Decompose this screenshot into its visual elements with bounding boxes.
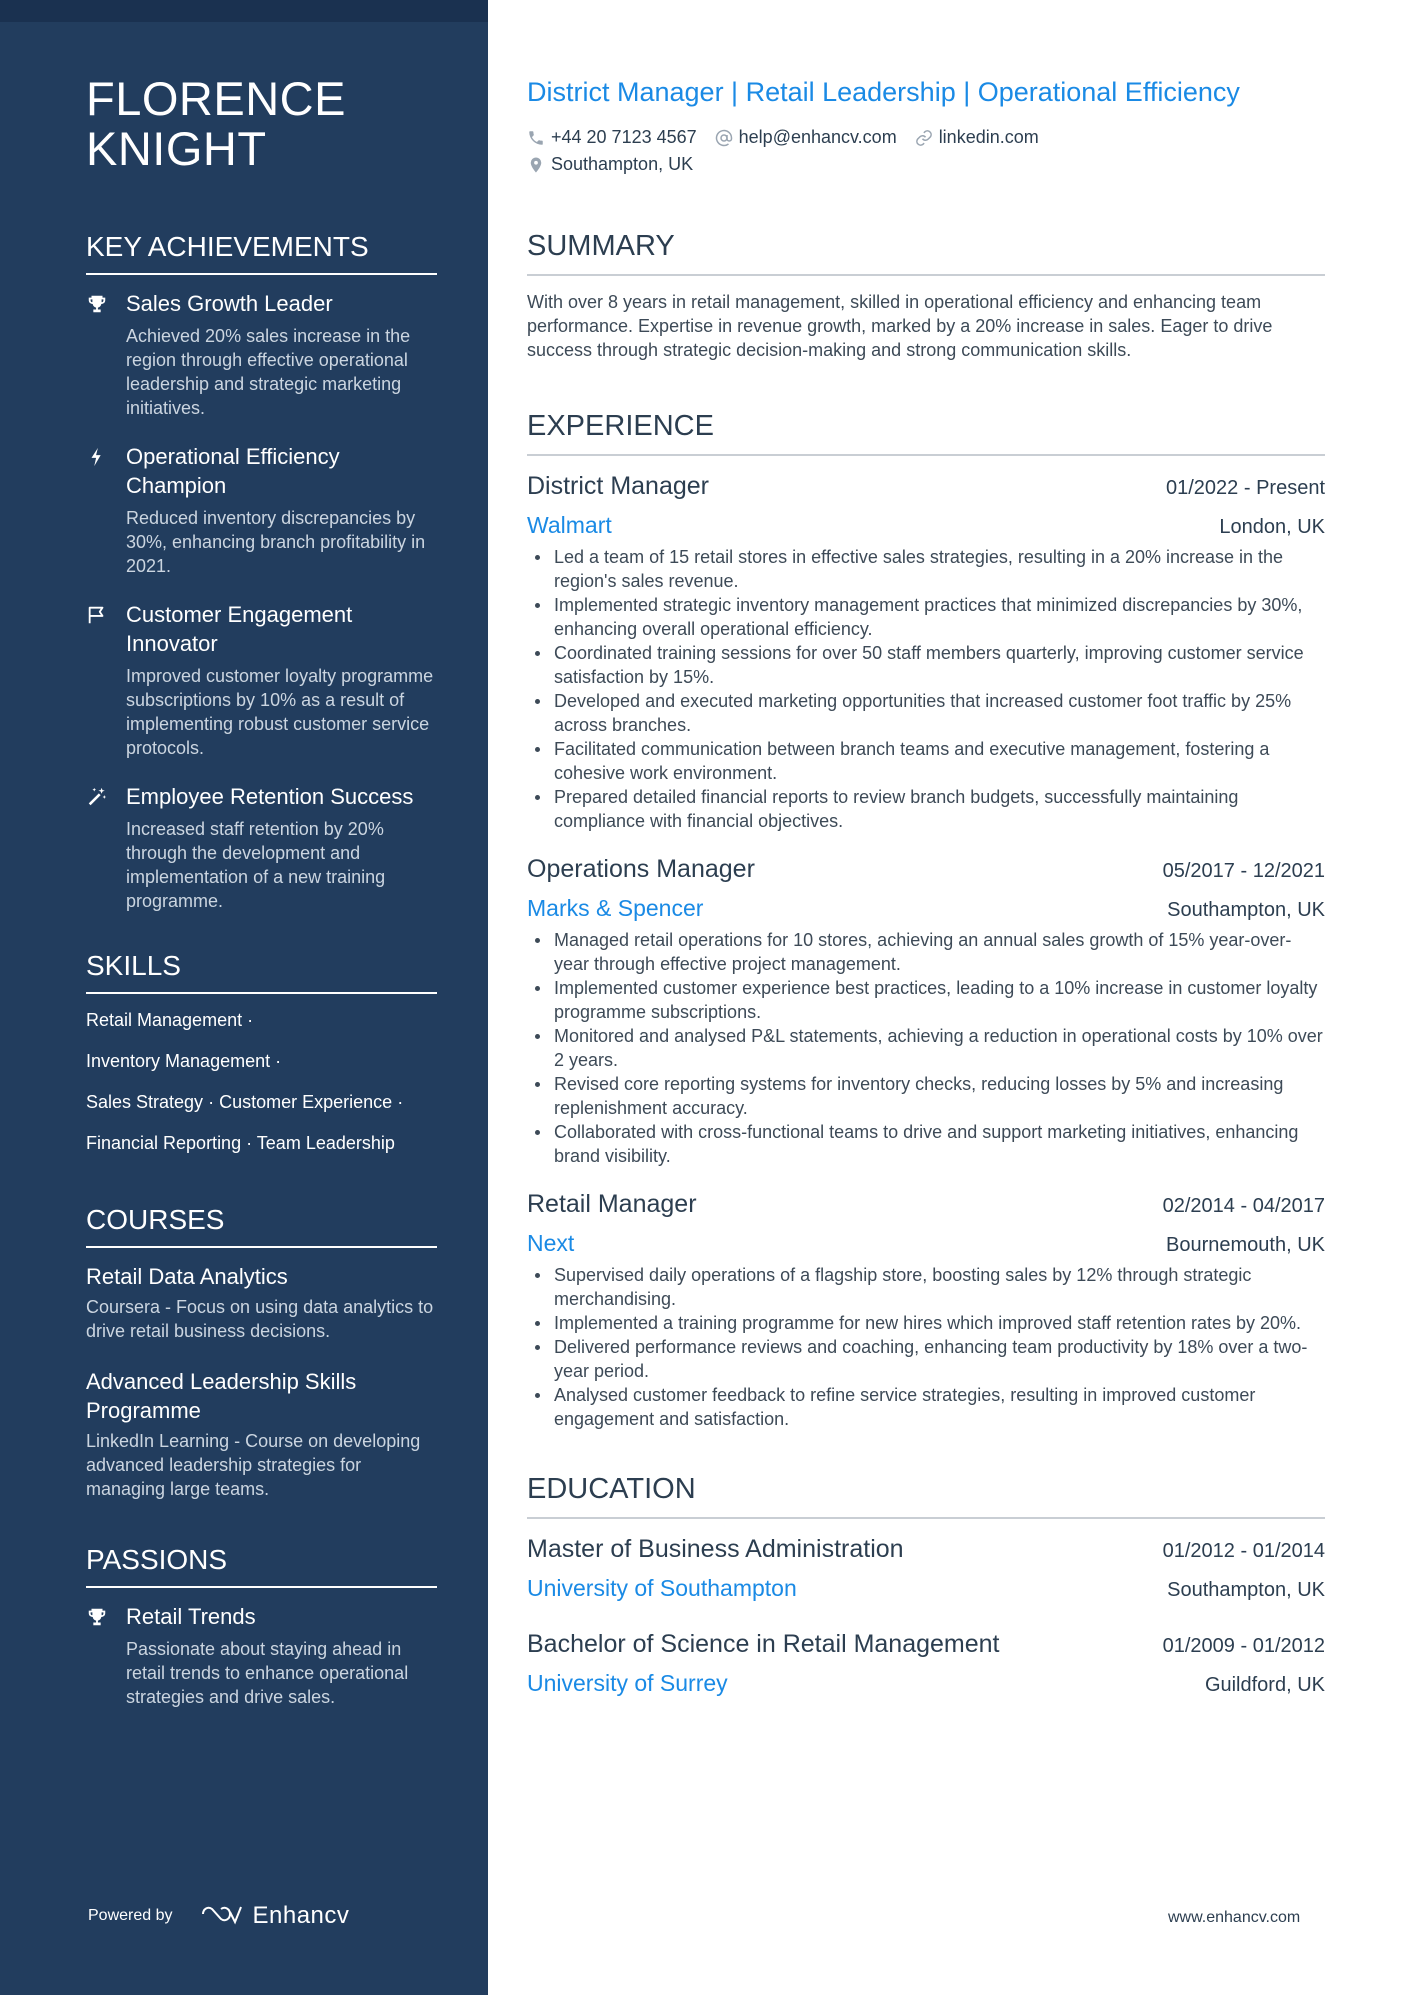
magic-wand-icon <box>86 782 126 808</box>
list-item: Managed retail operations for 10 stores, achieving an annual sales growth of 15% year-over-year through effective project management. <box>527 928 1325 976</box>
company-name: Next <box>527 1230 575 1256</box>
skill-separator: · <box>397 1092 404 1112</box>
skills-section <box>86 949 437 1155</box>
job-title: Retail Manager <box>527 1190 697 1218</box>
achievement-item <box>86 442 437 578</box>
course-title: Retail Data Analytics <box>86 1264 288 1289</box>
job-entry <box>527 1188 1325 1431</box>
skill-separator: · <box>275 1051 282 1071</box>
list-item: Delivered performance reviews and coaching, enhancing team productivity by 18% over a two-year period. <box>527 1335 1325 1383</box>
section-heading: KEY ACHIEVEMENTS <box>86 230 437 275</box>
section-heading: SKILLS <box>86 949 437 994</box>
enhancv-logo-link[interactable] <box>201 1902 350 1930</box>
degree-name: Bachelor of Science in Retail Management <box>527 1630 1000 1658</box>
contact-email[interactable] <box>715 124 897 151</box>
list-item: Prepared detailed financial reports to review branch budgets, successfully maintaining compliance with financial objectives. <box>527 785 1325 833</box>
job-entry <box>527 853 1325 1168</box>
achievement-title: Sales Growth Leader <box>126 291 333 316</box>
job-location: Southampton, UK <box>1167 899 1325 921</box>
job-location: Bournemouth, UK <box>1166 1234 1325 1256</box>
powered-by-footer <box>88 1902 349 1930</box>
key-achievements-section <box>86 230 437 913</box>
company-name: Marks & Spencer <box>527 895 704 921</box>
achievement-item <box>86 782 437 913</box>
trophy-icon <box>86 1602 126 1628</box>
at-icon <box>715 129 733 147</box>
skill-separator: · <box>208 1092 215 1112</box>
list-item: Facilitated communication between branch teams and executive management, fostering a cohesive work environment. <box>527 737 1325 785</box>
job-title: Operations Manager <box>527 855 755 883</box>
achievement-title: Customer Engagement Innovator <box>126 602 353 656</box>
school-location: Guildford, UK <box>1204 1674 1325 1696</box>
location-pin-icon <box>527 156 545 174</box>
skill-separator: · <box>247 1010 254 1030</box>
degree-name: Master of Business Administration <box>527 1535 904 1563</box>
list-item: Revised core reporting systems for inventory checks, reducing losses by 5% and increasing replenishment accuracy. <box>527 1072 1325 1120</box>
location-text: Southampton, UK <box>551 154 694 174</box>
bolt-icon <box>86 442 126 468</box>
skill-line <box>86 1049 437 1073</box>
contact-linkedin[interactable] <box>915 124 1039 151</box>
list-item: Implemented a training programme for new hires which improved staff retention rates by 20%. <box>527 1311 1325 1335</box>
course-description: LinkedIn Learning - Course on developing advanced leadership strategies for managing large teams. <box>86 1431 421 1499</box>
name-last: KNIGHT <box>86 122 267 175</box>
education-dates: 01/2012 - 01/2014 <box>1162 1540 1325 1562</box>
job-location: London, UK <box>1219 516 1325 538</box>
section-heading: COURSES <box>86 1203 437 1248</box>
education-entry <box>527 1628 1325 1701</box>
skill-item: Financial Reporting <box>86 1133 242 1153</box>
list-item: Implemented strategic inventory management practices that minimized discrepancies by 30%, enhancing overall operational efficiency. <box>527 593 1325 641</box>
school-name: University of Southampton <box>527 1575 797 1601</box>
skill-item: Inventory Management <box>86 1051 271 1071</box>
school-name: University of Surrey <box>527 1670 728 1696</box>
summary-section <box>527 228 1325 362</box>
list-item: Coordinated training sessions for over 50 staff members quarterly, improving customer service satisfaction by 15%. <box>527 641 1325 689</box>
list-item: Monitored and analysed P&L statements, achieving a reduction in operational costs by 10% over 2 years. <box>527 1024 1325 1072</box>
company-name: Walmart <box>527 512 612 538</box>
achievement-title: Employee Retention Success <box>126 784 414 809</box>
trophy-icon <box>86 289 126 315</box>
achievement-description: Increased staff retention by 20% through the development and implementation of a new training programme. <box>126 819 386 911</box>
name-first: FLORENCE <box>86 72 346 125</box>
course-item <box>86 1262 437 1343</box>
achievement-description: Improved customer loyalty programme subscriptions by 10% as a result of implementing robust customer service protocols. <box>126 666 434 758</box>
experience-section <box>527 408 1325 1431</box>
achievement-description: Reduced inventory discrepancies by 30%, enhancing branch profitability in 2021. <box>126 508 426 576</box>
section-heading: SUMMARY <box>527 228 1325 276</box>
achievement-item <box>86 289 437 420</box>
sidebar-top-bar <box>0 0 488 22</box>
list-item: Implemented customer experience best practices, leading to a 10% increase in customer loyalty programme subscriptions. <box>527 976 1325 1024</box>
skill-item: Team Leadership <box>256 1133 395 1153</box>
education-dates: 01/2009 - 01/2012 <box>1162 1635 1325 1657</box>
website-link[interactable]: www.enhancv.com <box>1168 1909 1301 1926</box>
contact-info <box>527 124 1325 178</box>
skill-line <box>86 1090 437 1114</box>
passions-section <box>86 1543 437 1709</box>
section-heading: EDUCATION <box>527 1471 1325 1519</box>
education-section <box>527 1471 1325 1701</box>
job-dates: 01/2022 - Present <box>1166 477 1325 499</box>
flag-icon <box>86 600 126 626</box>
section-heading: PASSIONS <box>86 1543 437 1588</box>
achievement-title: Operational Efficiency Champion <box>126 444 340 498</box>
passion-item <box>86 1602 437 1709</box>
powered-by-label: Powered by <box>88 1907 173 1924</box>
list-item: Analysed customer feedback to refine service strategies, resulting in improved customer engagement and satisfaction. <box>527 1383 1325 1431</box>
job-dates: 05/2017 - 12/2021 <box>1162 860 1325 882</box>
skill-item: Sales Strategy <box>86 1092 204 1112</box>
phone-number: +44 20 7123 4567 <box>551 127 697 147</box>
skill-separator: · <box>246 1133 253 1153</box>
school-location: Southampton, UK <box>1167 1579 1325 1601</box>
sidebar-content <box>86 74 437 1731</box>
passion-description: Passionate about staying ahead in retail trends to enhance operational strategies and drive sales. <box>126 1639 409 1707</box>
candidate-name <box>86 74 437 174</box>
job-bullets <box>527 545 1325 833</box>
job-bullets <box>527 1263 1325 1431</box>
phone-icon <box>527 129 545 147</box>
list-item: Led a team of 15 retail stores in effective sales strategies, resulting in a 20% increase in the region's sales revenue. <box>527 545 1325 593</box>
job-dates: 02/2014 - 04/2017 <box>1162 1195 1325 1217</box>
link-icon <box>915 129 933 147</box>
achievement-item <box>86 600 437 760</box>
enhancv-logo-icon <box>201 1903 245 1930</box>
email-address: help@enhancv.com <box>738 127 897 147</box>
education-entry <box>527 1533 1325 1606</box>
course-description: Coursera - Focus on using data analytics to drive retail business decisions. <box>86 1297 434 1341</box>
job-entry <box>527 470 1325 833</box>
skill-line <box>86 1008 437 1032</box>
sidebar <box>0 0 488 1995</box>
skill-item: Retail Management <box>86 1010 243 1030</box>
linkedin-url: linkedin.com <box>938 127 1039 147</box>
job-title: District Manager <box>527 472 709 500</box>
list-item: Developed and executed marketing opportunities that increased customer foot traffic by 25% across branches. <box>527 689 1325 737</box>
passion-title: Retail Trends <box>126 1604 256 1629</box>
list-item: Collaborated with cross-functional teams to drive and support marketing initiatives, enhancing brand visibility. <box>527 1120 1325 1168</box>
skill-line <box>86 1131 437 1155</box>
main-content <box>527 74 1325 1723</box>
section-heading: EXPERIENCE <box>527 408 1325 456</box>
enhancv-brand: Enhancv <box>252 1902 350 1929</box>
job-bullets <box>527 928 1325 1168</box>
achievement-description: Achieved 20% sales increase in the region through effective operational leadership and strategic marketing initiatives. <box>126 326 411 418</box>
course-item <box>86 1367 437 1501</box>
courses-section <box>86 1203 437 1501</box>
skill-item: Customer Experience <box>219 1092 393 1112</box>
summary-text: With over 8 years in retail management, skilled in operational efficiency and enhancing team performance. Expertise in revenue growth, marked by a 20% increase in sales. Eager to drive success through strategic decision-making and strong communication skills. <box>527 292 1273 360</box>
list-item: Supervised daily operations of a flagship store, boosting sales by 12% through strategic merchandising. <box>527 1263 1325 1311</box>
headline: District Manager | Retail Leadership | Operational Efficiency <box>527 77 1240 107</box>
contact-phone[interactable] <box>527 124 697 151</box>
course-title: Advanced Leadership Skills Programme <box>86 1369 357 1423</box>
contact-location <box>527 151 693 178</box>
